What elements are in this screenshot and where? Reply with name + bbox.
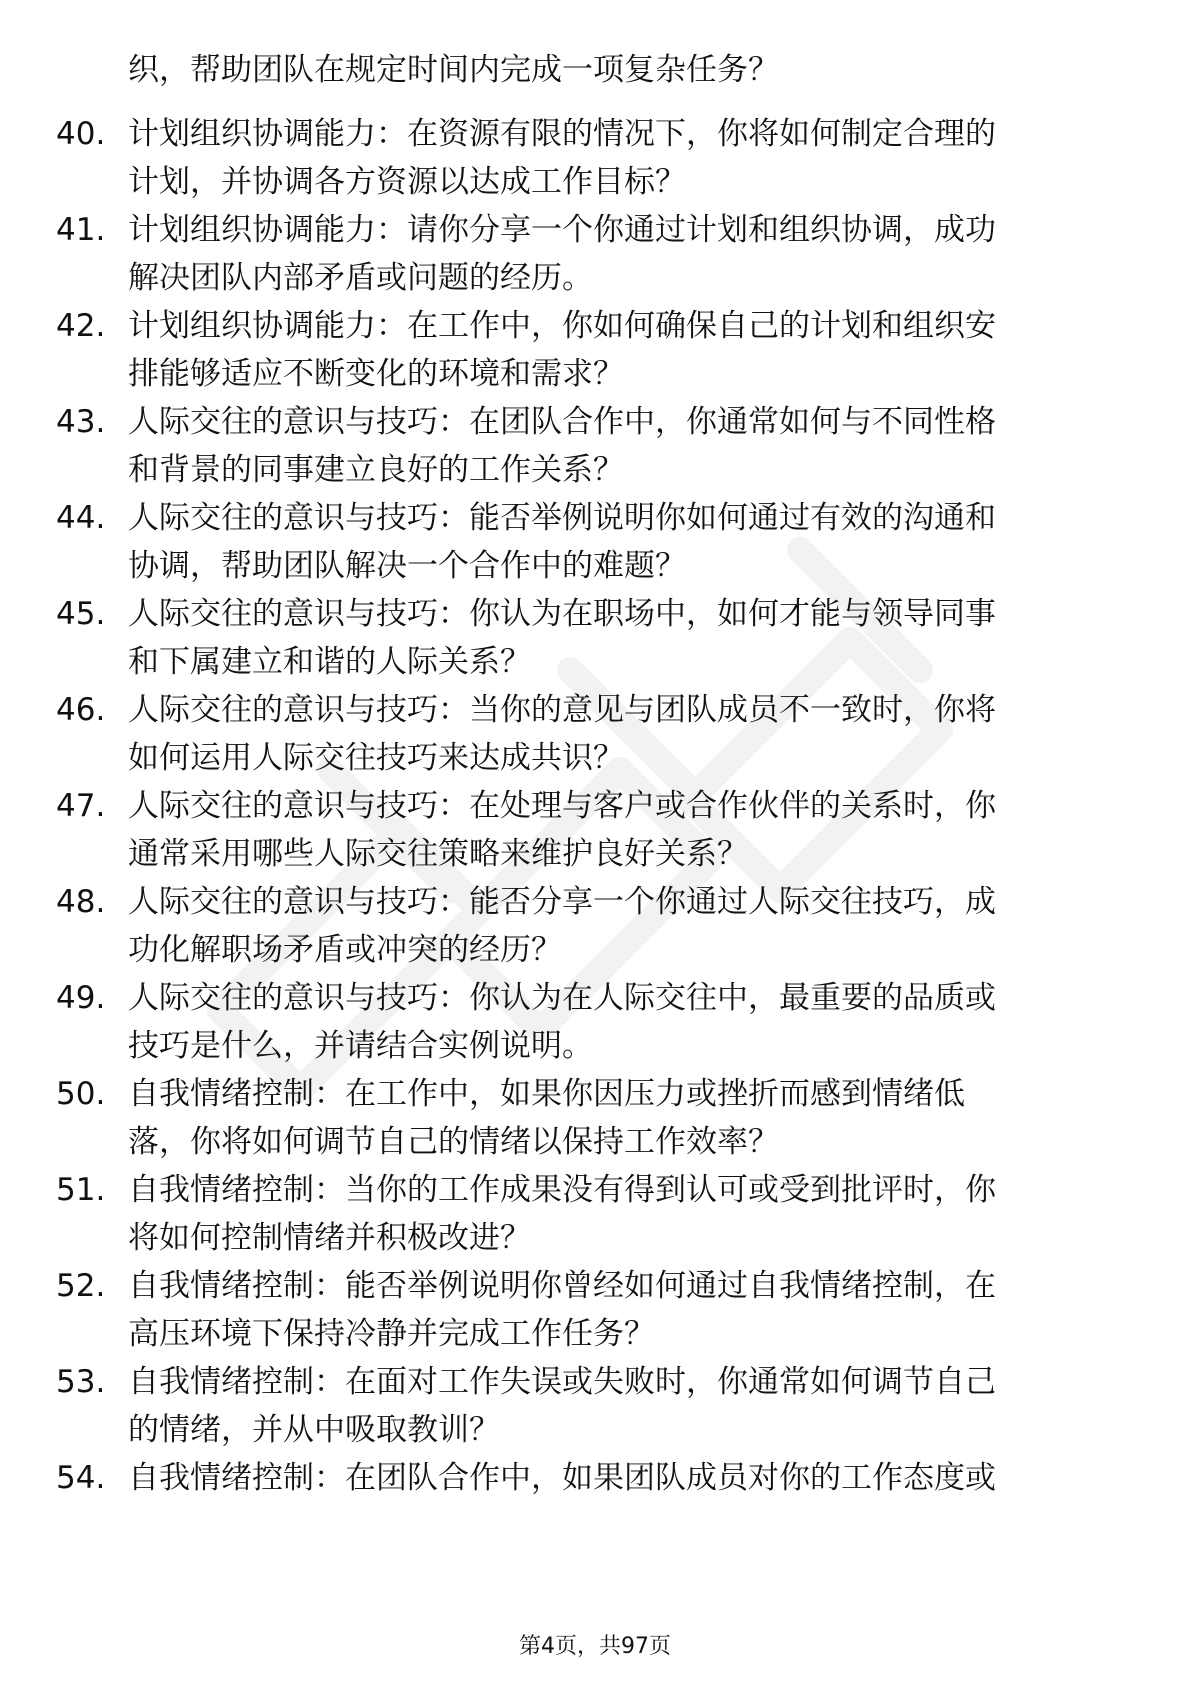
page-footer: 第4页，共97页 xyxy=(519,1634,671,1659)
item-text-line: 自我情绪控制：在工作中，如果你因压力或挫折而感到情绪低 xyxy=(128,1076,965,1112)
item-text-line: 高压环境下保持冷静并完成工作任务？ xyxy=(128,1316,655,1352)
item-number: 41. xyxy=(56,212,106,248)
item-text-line: 计划，并协调各方资源以达成工作目标？ xyxy=(128,164,686,200)
item-number: 43. xyxy=(56,404,106,440)
item-text-line: 将如何控制情绪并积极改进？ xyxy=(128,1220,531,1256)
list-item xyxy=(0,590,1190,686)
item-number: 49. xyxy=(56,980,106,1016)
item-number: 45. xyxy=(56,596,106,632)
item-text-line: 的情绪，并从中吸取教训？ xyxy=(128,1412,500,1448)
item-number: 48. xyxy=(56,884,106,920)
list-item xyxy=(0,206,1190,302)
list-item xyxy=(0,974,1190,1070)
item-text-line: 人际交往的意识与技巧：你认为在职场中，如何才能与领导同事 xyxy=(128,596,996,632)
list-item xyxy=(0,302,1190,398)
list-item xyxy=(0,110,1190,206)
item-text-line: 协调，帮助团队解决一个合作中的难题？ xyxy=(128,548,686,584)
item-text-line: 落，你将如何调节自己的情绪以保持工作效率？ xyxy=(128,1124,779,1160)
item-text-line: 计划组织协调能力：在工作中，你如何确保自己的计划和组织安 xyxy=(128,308,996,344)
item-number: 54. xyxy=(56,1460,106,1496)
item-text-line: 人际交往的意识与技巧：能否举例说明你如何通过有效的沟通和 xyxy=(128,500,996,536)
continuation-text: 织，帮助团队在规定时间内完成一项复杂任务？ xyxy=(128,52,779,88)
item-text-line: 自我情绪控制：能否举例说明你曾经如何通过自我情绪控制，在 xyxy=(128,1268,996,1304)
item-number: 44. xyxy=(56,500,106,536)
item-number: 40. xyxy=(56,116,106,152)
item-text-line: 和背景的同事建立良好的工作关系？ xyxy=(128,452,624,488)
item-text-line: 自我情绪控制：当你的工作成果没有得到认可或受到批评时，你 xyxy=(128,1172,996,1208)
item-number: 51. xyxy=(56,1172,106,1208)
item-number: 50. xyxy=(56,1076,106,1112)
list-item xyxy=(0,1166,1190,1262)
item-number: 47. xyxy=(56,788,106,824)
item-text-line: 人际交往的意识与技巧：当你的意见与团队成员不一致时，你将 xyxy=(128,692,996,728)
list-item xyxy=(0,782,1190,878)
list-item xyxy=(0,686,1190,782)
item-text-line: 人际交往的意识与技巧：在处理与客户或合作伙伴的关系时，你 xyxy=(128,788,996,824)
item-text-line: 功化解职场矛盾或冲突的经历？ xyxy=(128,932,562,968)
item-text-line: 排能够适应不断变化的环境和需求？ xyxy=(128,356,624,392)
item-text-line: 技巧是什么，并请结合实例说明。 xyxy=(128,1028,593,1064)
item-text-line: 自我情绪控制：在面对工作失误或失败时，你通常如何调节自己 xyxy=(128,1364,996,1400)
list-item xyxy=(0,1070,1190,1166)
item-number: 52. xyxy=(56,1268,106,1304)
item-number: 42. xyxy=(56,308,106,344)
item-text-line: 如何运用人际交往技巧来达成共识？ xyxy=(128,740,624,776)
item-number: 53. xyxy=(56,1364,106,1400)
list-item xyxy=(0,398,1190,494)
list-item xyxy=(0,1262,1190,1358)
item-text-line: 自我情绪控制：在团队合作中，如果团队成员对你的工作态度或 xyxy=(128,1460,996,1496)
item-text-line: 人际交往的意识与技巧：能否分享一个你通过人际交往技巧，成 xyxy=(128,884,996,920)
item-text-line: 和下属建立和谐的人际关系？ xyxy=(128,644,531,680)
list-item xyxy=(0,1454,1190,1502)
list-item xyxy=(0,1358,1190,1454)
item-number: 46. xyxy=(56,692,106,728)
list-item xyxy=(0,878,1190,974)
item-text-line: 计划组织协调能力：请你分享一个你通过计划和组织协调，成功 xyxy=(128,212,996,248)
item-text-line: 计划组织协调能力：在资源有限的情况下，你将如何制定合理的 xyxy=(128,116,996,152)
list-item xyxy=(0,494,1190,590)
item-text-line: 人际交往的意识与技巧：你认为在人际交往中，最重要的品质或 xyxy=(128,980,996,1016)
item-text-line: 通常采用哪些人际交往策略来维护良好关系？ xyxy=(128,836,748,872)
item-text-line: 人际交往的意识与技巧：在团队合作中，你通常如何与不同性格 xyxy=(128,404,996,440)
item-text-line: 解决团队内部矛盾或问题的经历。 xyxy=(128,260,593,296)
